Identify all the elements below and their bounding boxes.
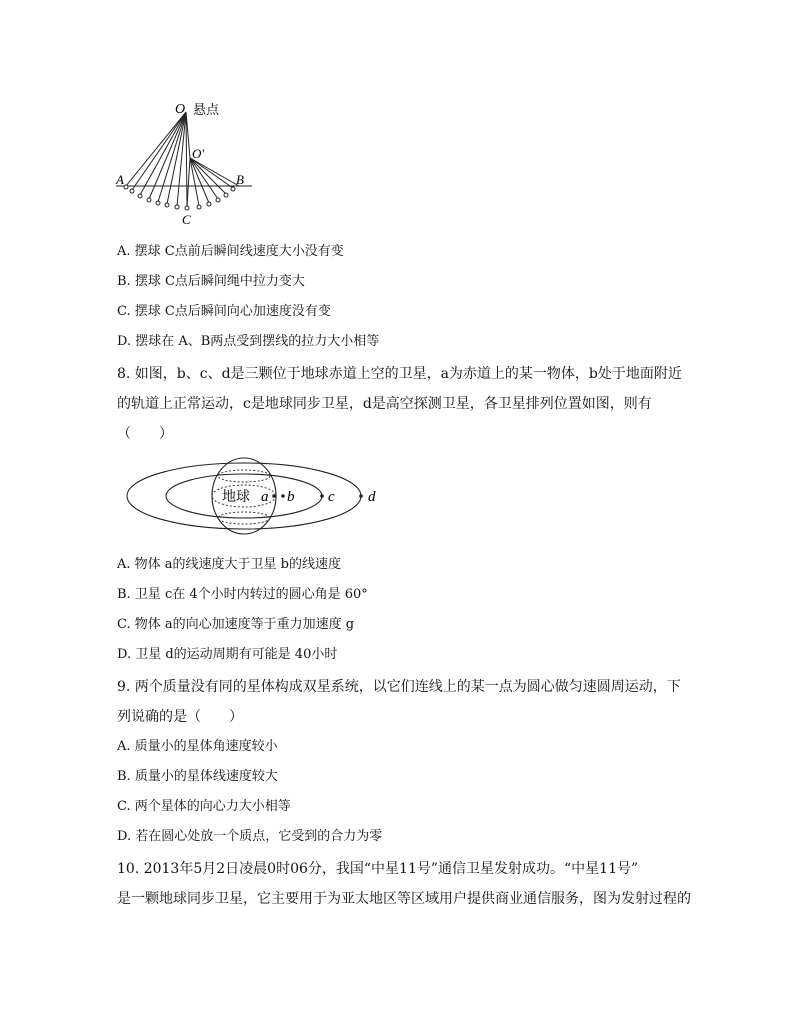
satellite-c-dot <box>320 494 324 498</box>
q7-option-d: D. 摆球在 A、B两点受到摆线的拉力大小相等 <box>117 334 380 349</box>
pendulum-figure <box>112 98 262 230</box>
q8-stem-line1: 8. 如图，b、c、d是三颗位于地球赤道上空的卫星，a为赤道上的某一物体，b处于地面附近 <box>117 366 682 382</box>
label-O: O <box>175 102 186 117</box>
label-C: C <box>182 212 191 227</box>
q8-stem-line3: （ ） <box>117 426 173 442</box>
label-b: b <box>287 489 295 505</box>
q9-option-c: C. 两个星体的向心力大小相等 <box>117 799 291 814</box>
label-A: A <box>116 172 124 187</box>
label-suspension-point: 悬点 <box>193 102 220 117</box>
pendulum-bobs <box>124 185 235 210</box>
q8-option-d: D. 卫星 d的运动周期有可能是 40小时 <box>117 647 338 662</box>
q8-option-b: B. 卫星 c在 4个小时内转过的圆心角是 60° <box>117 587 368 602</box>
label-c: c <box>328 489 335 505</box>
q10-stem-line2: 是一颗地球同步卫星，它主要用于为亚太地区等区域用户提供商业通信服务，图为发射过程的 <box>117 891 691 907</box>
q7-option-b: B. 摆球 C点后瞬间绳中拉力变大 <box>117 274 305 289</box>
q9-option-a: A. 质量小的星体角速度较小 <box>117 739 278 754</box>
q7-option-c: C. 摆球 C点后瞬间向心加速度没有变 <box>117 304 331 319</box>
q8-stem-line2: 的轨道上正常运动，c是地球同步卫星，d是高空探测卫星，各卫星排列位置如图，则有 <box>117 396 652 412</box>
label-B: B <box>236 172 244 187</box>
satellite-d-dot <box>359 494 363 498</box>
q8-option-c: C. 物体 a的向心加速度等于重力加速度 g <box>117 617 355 632</box>
earth-label: 地球 <box>222 490 250 505</box>
q7-option-a: A. 摆球 C点前后瞬间线速度大小没有变 <box>117 244 344 259</box>
satellite-orbits-figure <box>124 456 394 538</box>
q8-option-a: A. 物体 a的线速度大于卫星 b的线速度 <box>117 557 341 572</box>
q9-stem-line2: 列说确的是（ ） <box>117 709 243 725</box>
earth-latitude-top <box>218 470 270 482</box>
q9-option-b: B. 质量小的星体线速度较大 <box>117 769 278 784</box>
pendulum-strings <box>126 112 239 207</box>
object-a-dot <box>272 494 276 498</box>
label-O-prime: O′ <box>192 146 205 161</box>
label-d: d <box>368 489 376 505</box>
label-a: a <box>261 489 269 505</box>
q9-stem-line1: 9. 两个质量没有同的星体构成双星系统，以它们连线上的某一点为圆心做匀速圆周运动，下 <box>117 679 681 695</box>
satellite-b-dot <box>281 494 285 498</box>
q10-stem-line1: 10. 2013年5月2日凌晨0时06分，我国“中星11号”通信卫星发射成功。“中星11号” <box>117 861 639 877</box>
q9-option-d: D. 若在圆心处放一个质点，它受到的合力为零 <box>117 829 383 844</box>
